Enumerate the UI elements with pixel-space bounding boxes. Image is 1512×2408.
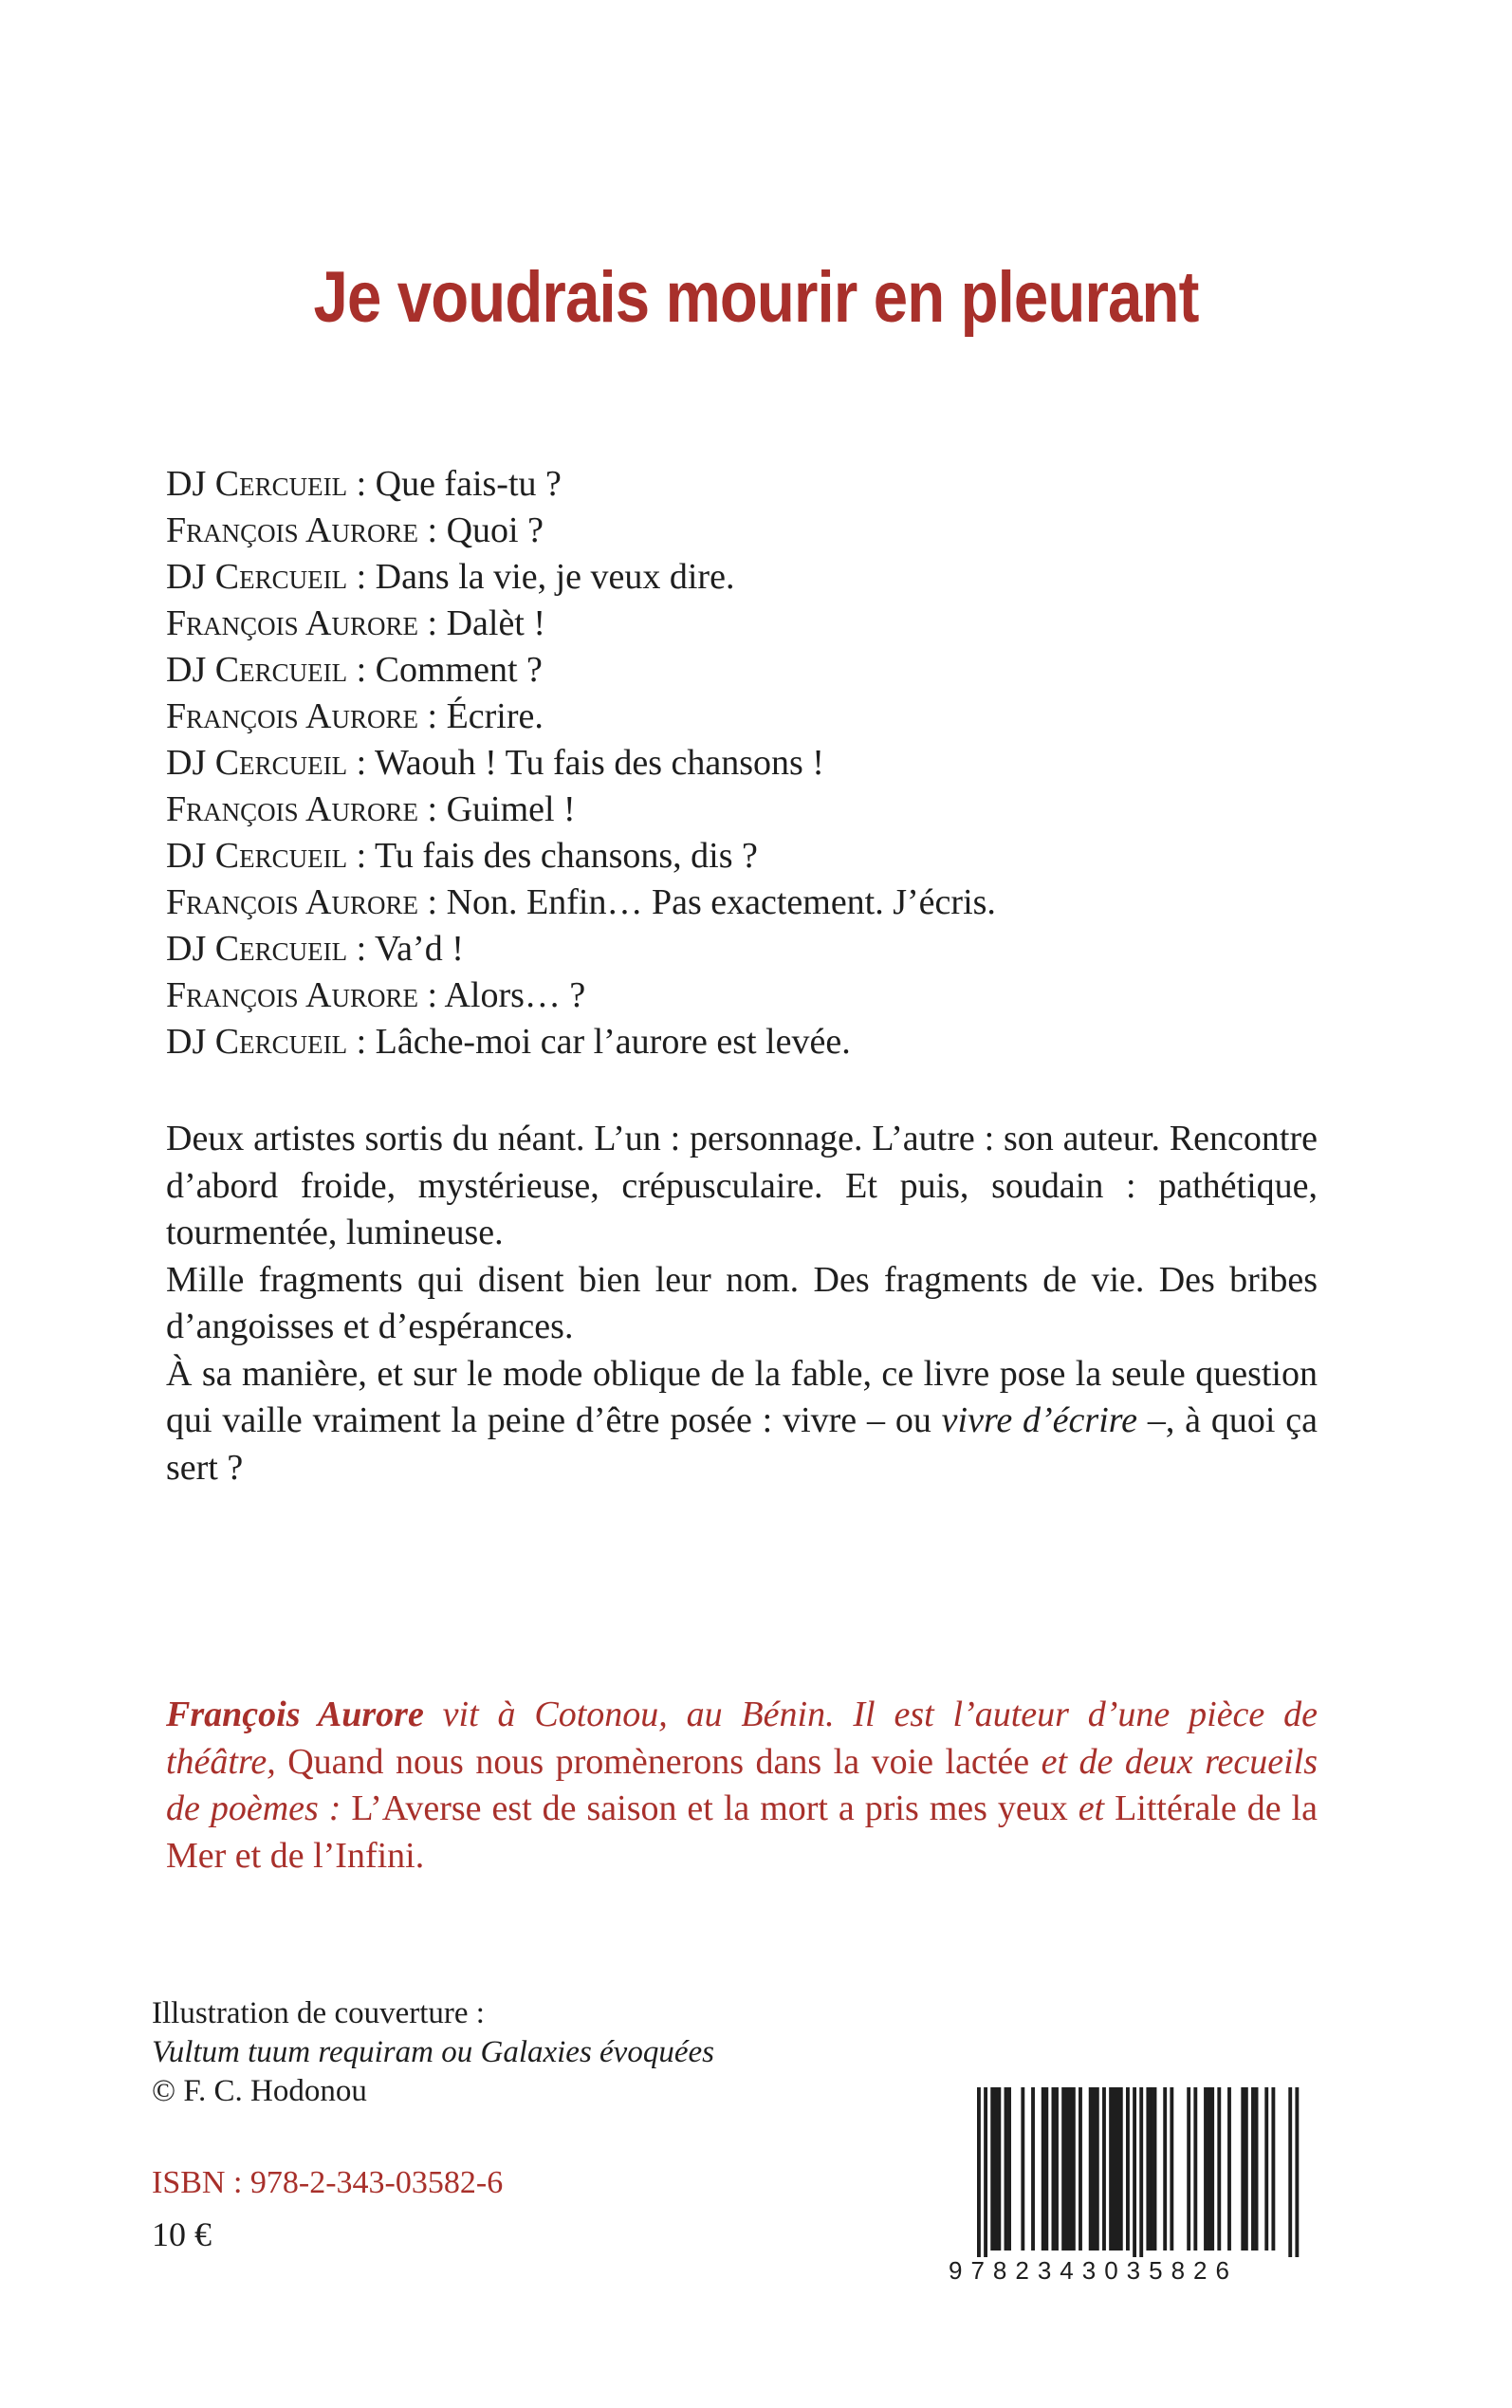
author-name: François Aurore — [166, 1695, 424, 1734]
barcode-bar — [1021, 2087, 1024, 2251]
speaker-name: DJ Cercueil — [166, 1022, 348, 1062]
dialogue-text: Dalèt ! — [446, 603, 546, 643]
dialogue-text: Guimel ! — [446, 789, 576, 829]
dialogue-line: DJ Cercueil : Lâche-moi car l’aurore est levée. — [166, 1022, 851, 1062]
dialogue-line: François Aurore : Guimel ! — [166, 789, 576, 829]
barcode-bar — [1255, 2087, 1259, 2251]
barcode-bar — [1005, 2087, 1008, 2251]
barcode-bar — [1163, 2087, 1167, 2251]
barcode-bar — [1065, 2087, 1069, 2251]
speaker-name: François Aurore — [166, 882, 419, 922]
barcode-bar — [1055, 2087, 1059, 2251]
barcode-bar — [1241, 2087, 1245, 2251]
barcode-bar — [1133, 2087, 1136, 2257]
dialogue-text: Alors… ? — [444, 975, 586, 1015]
dialogue-text: Écrire. — [446, 696, 544, 736]
barcode-bar — [1052, 2087, 1056, 2251]
barcode-bar — [1096, 2087, 1099, 2251]
dialogue-text: Va’d ! — [374, 929, 464, 969]
dialogue-line: François Aurore : Dalèt ! — [166, 603, 546, 643]
barcode-bar — [1061, 2087, 1065, 2251]
barcode-bar — [1007, 2087, 1011, 2251]
barcode-bar — [990, 2087, 994, 2251]
speaker-name: François Aurore — [166, 603, 419, 643]
barcode-bar — [1295, 2087, 1299, 2257]
barcode — [949, 2087, 1304, 2257]
barcode-bar — [1044, 2087, 1048, 2251]
barcode-bar — [1089, 2087, 1093, 2251]
speaker-name: DJ Cercueil — [166, 650, 348, 690]
barcode-bar — [1042, 2087, 1045, 2251]
speaker-name: François Aurore — [166, 510, 419, 550]
barcode-bar — [1208, 2087, 1211, 2251]
summary-paragraph: À sa manière, et sur le mode oblique de la fable, ce livre pose la seule question qui vaille vraiment la peine d’être posée : vivre – ou vivre d’écrire –, à quoi ça sert ? — [166, 1353, 1318, 1488]
speaker-name: François Aurore — [166, 789, 419, 829]
isbn: ISBN : 978-2-343-03582-6 — [152, 2165, 504, 2200]
credits-work: Vultum tuum requiram ou Galaxies évoquées — [152, 2035, 714, 2069]
dialogue-line: François Aurore : Alors… ? — [166, 975, 586, 1015]
barcode-bar — [997, 2087, 1001, 2251]
barcode-bar — [1102, 2087, 1106, 2251]
barcode-bar — [984, 2087, 987, 2257]
barcode-bar — [1227, 2087, 1231, 2251]
barcode-bar — [1079, 2087, 1082, 2251]
barcode-bar — [1251, 2087, 1255, 2251]
speaker-name: DJ Cercueil — [166, 836, 348, 876]
speaker-name: François Aurore — [166, 975, 419, 1015]
dialogue-text: Non. Enfin… Pas exactement. J’écris. — [446, 882, 996, 922]
barcode-bar — [1288, 2087, 1292, 2257]
dialogue-excerpt — [166, 461, 1352, 1065]
dialogue-line: François Aurore : Écrire. — [166, 696, 544, 736]
work-title: Littérale de la Mer et de l’Infini — [166, 1788, 1318, 1876]
barcode-bar — [977, 2087, 981, 2257]
barcode-bar — [1119, 2087, 1123, 2251]
barcode-bar — [1217, 2087, 1221, 2251]
barcode-digits: 9782343035826 — [949, 2256, 1238, 2285]
dialogue-text: Tu fais des chansons, dis ? — [374, 836, 758, 876]
work-title: L’Averse est de saison et la mort a pris mes yeux — [351, 1788, 1068, 1828]
dialogue-line: DJ Cercueil : Waouh ! Tu fais des chansons ! — [166, 743, 824, 783]
barcode-bar — [1031, 2087, 1035, 2251]
dialogue-line: DJ Cercueil : Dans la vie, je veux dire. — [166, 557, 735, 597]
barcode-bar — [1204, 2087, 1208, 2251]
book-summary — [166, 1116, 1318, 1491]
barcode-bar — [1072, 2087, 1076, 2251]
dialogue-line: François Aurore : Quoi ? — [166, 510, 544, 550]
author-bio: François Aurore vit à Cotonou, au Bénin. Il est l’auteur d’une pièce de théâtre, Quand nous nous promènerons dans la voie lactée et de deux recueils de poèmes : L’Averse est de saison et la mort a pris mes yeux et Littérale de la Mer et de l’Infini. — [166, 1695, 1318, 1876]
barcode-bar — [1150, 2087, 1153, 2251]
book-title: Je voudrais mourir en pleurant — [313, 257, 1199, 338]
dialogue-text: Quoi ? — [446, 510, 544, 550]
credits-label: Illustration de couverture : — [152, 1996, 485, 2030]
barcode-bar — [1271, 2087, 1275, 2251]
speaker-name: François Aurore — [166, 696, 419, 736]
barcode-bar — [1187, 2087, 1190, 2251]
barcode-bar — [1068, 2087, 1072, 2251]
dialogue-text: Dans la vie, je veux dire. — [375, 557, 735, 597]
speaker-name: DJ Cercueil — [166, 743, 348, 783]
barcode-bar — [1193, 2087, 1197, 2251]
summary-paragraph: Deux artistes sortis du néant. L’un : personnage. L’autre : son auteur. Rencontre d’abord froide, mystérieuse, crépusculaire. Et puis, soudain : pathétique, tourmentée, lumineuse. — [166, 1119, 1318, 1252]
barcode-bar — [1245, 2087, 1248, 2251]
work-title: Quand nous nous promènerons dans la voie lactée — [287, 1741, 1030, 1782]
barcode-bar — [1264, 2087, 1268, 2251]
speaker-name: DJ Cercueil — [166, 929, 348, 969]
barcode-bar — [994, 2087, 998, 2251]
dialogue-line: DJ Cercueil : Tu fais des chansons, dis ? — [166, 836, 758, 876]
speaker-name: DJ Cercueil — [166, 557, 348, 597]
barcode-bar — [1170, 2087, 1173, 2251]
dialogue-text: Comment ? — [375, 650, 543, 690]
dialogue-line: DJ Cercueil : Comment ? — [166, 650, 543, 690]
barcode-bar — [1116, 2087, 1119, 2251]
dialogue-text: Waouh ! Tu fais des chansons ! — [374, 743, 824, 783]
speaker-name: DJ Cercueil — [166, 464, 348, 504]
barcode-bar — [1146, 2087, 1150, 2251]
price: 10 € — [152, 2215, 212, 2253]
cover-credits — [152, 1994, 714, 2111]
barcode-bar — [1139, 2087, 1143, 2257]
barcode-bar — [1092, 2087, 1096, 2251]
barcode-bar — [1109, 2087, 1113, 2251]
barcode-bar — [1126, 2087, 1130, 2251]
barcode-bars — [949, 2087, 1304, 2257]
dialogue-text: Lâche-moi car l’aurore est levée. — [375, 1022, 851, 1062]
dialogue-line: DJ Cercueil : Que fais-tu ? — [166, 464, 562, 504]
barcode-bar — [1210, 2087, 1214, 2251]
barcode-bar — [1153, 2087, 1157, 2251]
dialogue-text: Que fais-tu ? — [375, 464, 562, 504]
barcode-bar — [1113, 2087, 1116, 2251]
summary-paragraph: Mille fragments qui disent bien leur nom. Des fragments de vie. Des bribes d’angoisses et d’espérances. — [166, 1259, 1318, 1346]
credits-copyright: © F. C. Hodonou — [152, 2074, 367, 2108]
dialogue-line: François Aurore : Non. Enfin… Pas exactement. J’écris. — [166, 882, 996, 922]
dialogue-line: DJ Cercueil : Va’d ! — [166, 929, 464, 969]
